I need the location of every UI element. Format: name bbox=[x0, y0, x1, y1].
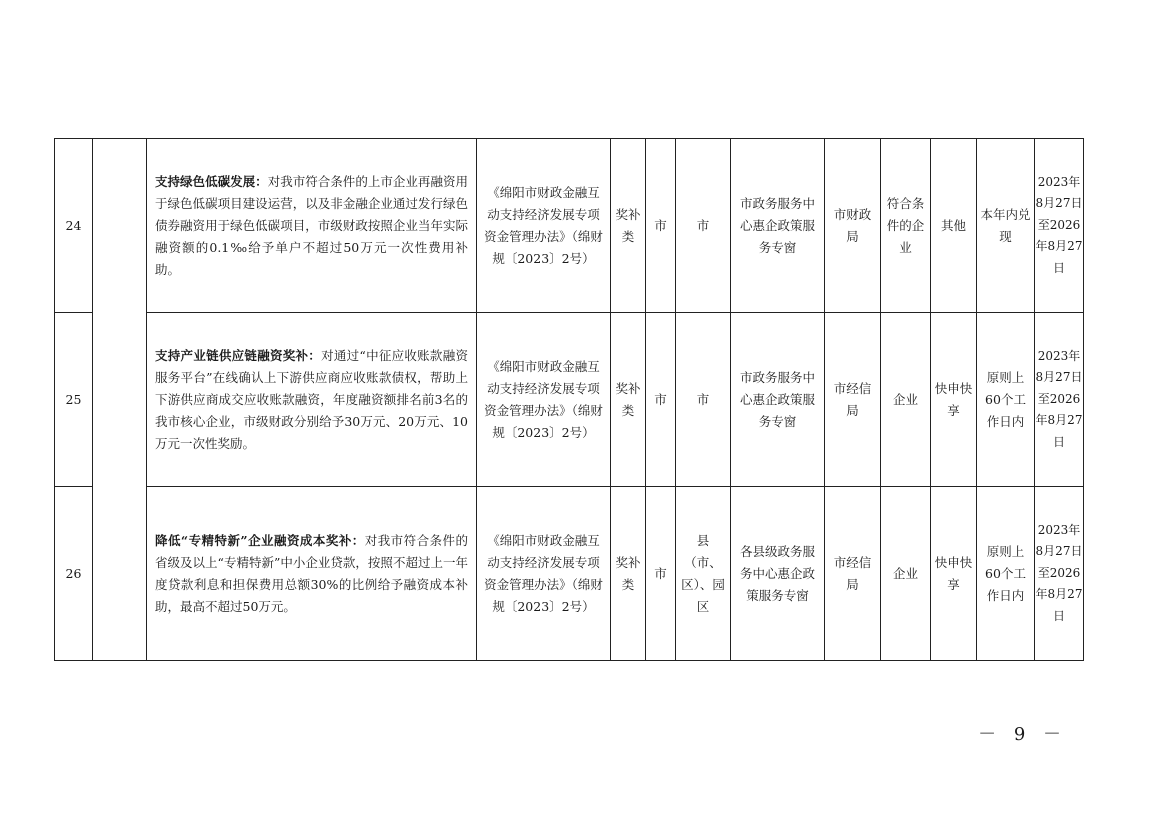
target-group: 符合条件的企业 bbox=[881, 139, 931, 313]
time-limit: 原则上60个工作日内 bbox=[977, 487, 1035, 661]
time-limit: 原则上60个工作日内 bbox=[977, 313, 1035, 487]
row-number: 25 bbox=[55, 313, 93, 487]
fulfillment-method: 快申快享 bbox=[931, 313, 977, 487]
policy-content bbox=[147, 139, 477, 313]
service-window: 市政务服务中心惠企政策服务专窗 bbox=[731, 313, 825, 487]
table-row bbox=[55, 487, 1084, 661]
policy-category: 奖补类 bbox=[611, 139, 646, 313]
target-group: 企业 bbox=[881, 487, 931, 661]
responsible-department: 市经信局 bbox=[825, 313, 881, 487]
handling-level: 市 bbox=[676, 313, 731, 487]
service-window: 各县级政务服务中心惠企政策服务专窗 bbox=[731, 487, 825, 661]
page-number-value: 9 bbox=[1013, 724, 1032, 745]
policy-content bbox=[147, 487, 477, 661]
policy-table bbox=[54, 138, 1084, 661]
validity-period: 2023年8月27日至2026年8月27日 bbox=[1035, 313, 1084, 487]
service-window: 市政务服务中心惠企政策服务专窗 bbox=[731, 139, 825, 313]
handling-level: 县（市、区）、园区 bbox=[676, 487, 731, 661]
responsible-department: 市经信局 bbox=[825, 487, 881, 661]
policy-body: 对我市符合条件的省级及以上“专精特新”中小企业贷款，按照不超过上一年度贷款利息和担保费用总额30%的比例给予融资成本补助，最高不超过50万元。 bbox=[155, 532, 468, 614]
policy-level: 市 bbox=[646, 487, 676, 661]
policy-basis: 《绵阳市财政金融互动支持经济发展专项资金管理办法》（绵财规〔2023〕2号） bbox=[477, 313, 611, 487]
row-number: 26 bbox=[55, 487, 93, 661]
validity-period: 2023年8月27日至2026年8月27日 bbox=[1035, 139, 1084, 313]
table-row bbox=[55, 139, 1084, 313]
policy-category: 奖补类 bbox=[611, 313, 646, 487]
policy-level: 市 bbox=[646, 313, 676, 487]
policy-lead: 降低“专精特新”企业融资成本奖补： bbox=[155, 532, 365, 548]
handling-level: 市 bbox=[676, 139, 731, 313]
policy-lead: 支持绿色低碳发展： bbox=[155, 173, 268, 189]
policy-basis: 《绵阳市财政金融互动支持经济发展专项资金管理办法》（绵财规〔2023〕2号） bbox=[477, 487, 611, 661]
merged-empty-cell bbox=[93, 139, 147, 661]
row-number: 24 bbox=[55, 139, 93, 313]
policy-basis: 《绵阳市财政金融互动支持经济发展专项资金管理办法》（绵财规〔2023〕2号） bbox=[477, 139, 611, 313]
page-number: － 9 － bbox=[978, 724, 1067, 745]
fulfillment-method: 快申快享 bbox=[931, 487, 977, 661]
table-row bbox=[55, 313, 1084, 487]
responsible-department: 市财政局 bbox=[825, 139, 881, 313]
fulfillment-method: 其他 bbox=[931, 139, 977, 313]
policy-category: 奖补类 bbox=[611, 487, 646, 661]
policy-level: 市 bbox=[646, 139, 676, 313]
target-group: 企业 bbox=[881, 313, 931, 487]
policy-content bbox=[147, 313, 477, 487]
time-limit: 本年内兑现 bbox=[977, 139, 1035, 313]
policy-body: 对我市符合条件的上市企业再融资用于绿色低碳项目建设运营，以及非金融企业通过发行绿色债券融资用于绿色低碳项目，市级财政按照企业当年实际融资额的0.1‰给予单户不超过50万元一次性费用补助。 bbox=[155, 173, 468, 277]
policy-body: 对通过“中征应收账款融资服务平台”在线确认上下游供应商应收账款债权，帮助上下游供应商成交应收账款融资，年度融资额排名前3名的我市核心企业，市级财政分别给予30万元、20万元、10万元一次性奖励。 bbox=[155, 347, 468, 451]
validity-period: 2023年8月27日至2026年8月27日 bbox=[1035, 487, 1084, 661]
policy-lead: 支持产业链供应链融资奖补： bbox=[155, 347, 322, 363]
